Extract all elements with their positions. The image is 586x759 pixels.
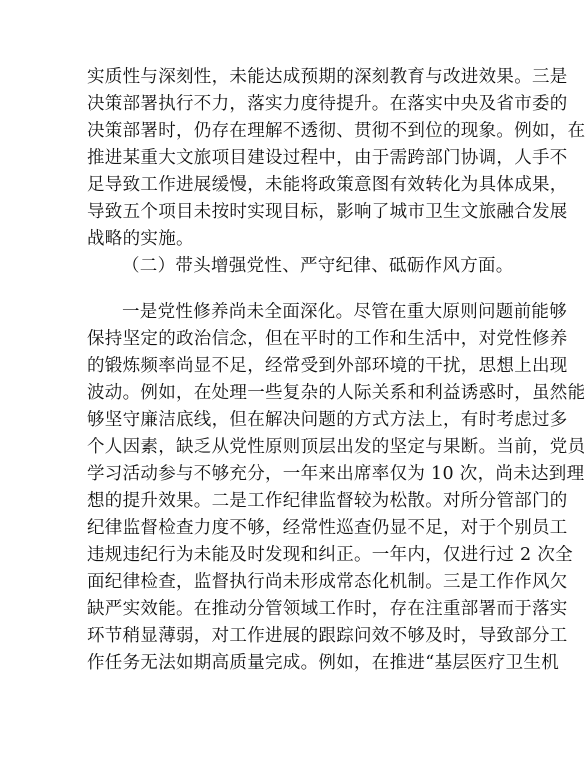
text-line: 战略的实施。 [87, 229, 194, 249]
text-line: 推进某重大文旅项目建设过程中，由于需跨部门协调，人手不 [87, 148, 568, 168]
text-line: 够坚守廉洁底线，但在解决问题的方式方法上，有时考虑过多 [87, 410, 568, 430]
text-line: 足导致工作进展缓慢，未能将政策意图有效转化为具体成果， [87, 175, 568, 195]
text-line: 实质性与深刻性，未能达成预期的深刻教育与改进效果。三是 [87, 67, 568, 87]
text-line: 保持坚定的政治信念，但在平时的工作和生活中，对党性修养 [87, 329, 568, 349]
text-line: 学习活动参与不够充分，一年来出席率仅为 10 次，尚未达到理 [87, 464, 585, 484]
text-line: 决策部署时，仍存在理解不透彻、贯彻不到位的现象。例如，在 [87, 121, 586, 141]
paragraph-body [87, 299, 586, 677]
text-line: 决策部署执行不力，落实力度待提升。在落实中央及省市委的 [87, 94, 568, 114]
text-line: 想的提升效果。二是工作纪律监督较为松散。对所分管部门的 [87, 491, 568, 511]
text-line: 违规违纪行为未能及时发现和纠正。一年内，仅进行过 2 次全 [87, 545, 573, 565]
text-line: 环节稍显薄弱，对工作进展的跟踪问效不够及时，导致部分工 [87, 626, 568, 646]
paragraph-continued [87, 64, 586, 253]
text-line: 导致五个项目未按时实现目标，影响了城市卫生文旅融合发展 [87, 202, 568, 222]
text-line: 纪律监督检查力度不够，经常性巡查仍显不足，对于个别员工 [87, 518, 568, 538]
section-heading-text: （二）带头增强党性、严守纪律、砥砺作风方面。 [122, 256, 514, 276]
text-line: 一是党性修养尚未全面深化。尽管在重大原则问题前能够 [122, 302, 567, 322]
section-heading [87, 253, 514, 280]
text-line: 个人因素，缺乏从党性原则顶层出发的坚定与果断。当前，党员 [87, 437, 586, 457]
text-line: 缺严实效能。在推动分管领域工作时，存在注重部署而于落实 [87, 599, 568, 619]
text-line: 作任务无法如期高质量完成。例如，在推进“基层医疗卫生机 [87, 653, 560, 673]
text-line: 面纪律检查，监督执行尚未形成常态化机制。三是工作作风欠 [87, 572, 568, 592]
text-line: 的锻炼频率尚显不足，经常受到外部环境的干扰，思想上出现 [87, 356, 568, 376]
text-line: 波动。例如，在处理一些复杂的人际关系和利益诱惑时，虽然能 [87, 383, 586, 403]
